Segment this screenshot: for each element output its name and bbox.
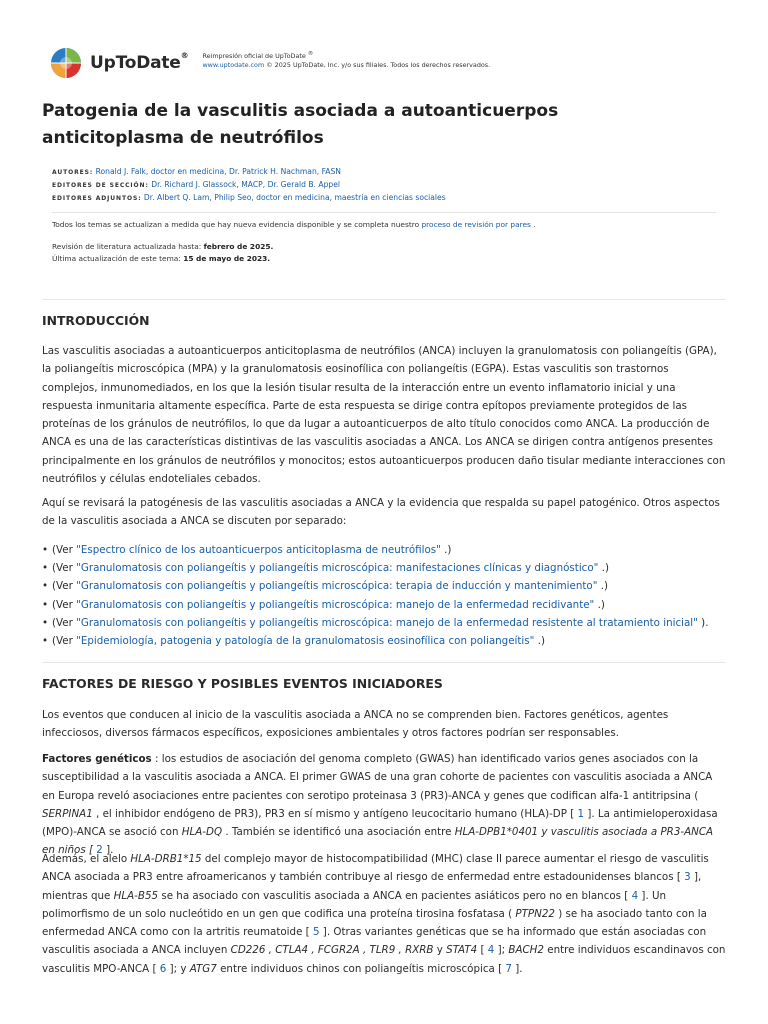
see-also-list xyxy=(42,541,732,650)
risk-paragraph-genetic: Factores genéticos : los estudios de asociación del genoma completo (GWAS) han identificado varios genes asociados con la susceptibilidad a la vasculitis asociada a ANCA. El primer GWAS de una gran cohorte de pacientes con vasculitis asociada a ANCA en Europa reveló asociaciones entre pacientes con serotipo proteinasa 3 (PR3)-ANCA y genes que codifican alfa-1 antitripsina ( SERPINA1 , el inhibidor endógeno de PR3), PR3 en sí mismo y antígeno leucocitario humano (HLA)-DP [ 1 ]. La antimieloperoxidasa (MPO)-ANCA se asoció con HLA-DQ . También se identificó una asociación entre HLA-DPB1*0401 y vasculitis asociada a PR3-ANCA en niños [ 2 ]. xyxy=(42,753,718,857)
intro-heading: INTRODUCCIÓN xyxy=(42,313,150,328)
reference-link[interactable]: 3 xyxy=(684,871,691,884)
authors-link[interactable]: Ronald J. Falk, doctor en medicina, Dr. Patrick H. Nachman, FASN xyxy=(95,167,341,176)
reference-link[interactable]: 1 xyxy=(577,807,585,820)
list-item: • (Ver "Granulomatosis con poliangeítis y poliangeítis microscópica: terapia de inducción y mantenimiento" .) xyxy=(42,580,609,593)
reference-link[interactable]: 4 xyxy=(631,889,639,902)
page-title: Patogenia de la vasculitis asociada a autoanticuerpos anticitoplasma de neutrófilos xyxy=(42,101,559,148)
reference-link[interactable]: 4 xyxy=(487,944,495,957)
risk-heading: FACTORES DE RIESGO Y POSIBLES EVENTOS INICIADORES xyxy=(42,676,443,691)
risk-paragraph-hla: Además, el alelo HLA-DRB1*15 del complejo mayor de histocompatibilidad (MHC) clase II parece aumentar el riesgo de vasculitis ANCA asociada a PR3 entre afroamericanos y también contribuye al riesgo de enfermedad entre estadounidenses blancos [ 3 ], mientras que HLA-B55 se ha asociado con vasculitis asociada a ANCA en pacientes asiáticos pero no en blancos [ 4 ]. Un polimorfismo de un solo nucleótido en un gen que codifica una proteína tirosina fosfatasa ( PTPN22 ) se ha asociado tanto con la enfermedad ANCA como con la artritis reumatoide [ 5 ]. Otras variantes genéticas que se ha informado que están asociadas con vasculitis asociada a ANCA incluyen CD226 , CTLA4 , FCGR2A , TLR9 , RXRB y STAT4 [ 4 ]; BACH2 entre individuos escandinavos con vasculitis MPO-ANCA [ 6 ]; y ATG7 entre individuos chinos con poliangeítis microscópica [ 7 ]. xyxy=(42,853,726,975)
peer-review-link[interactable]: proceso de revisión por pares xyxy=(421,220,531,229)
list-item: • (Ver "Granulomatosis con poliangeítis y poliangeítis microscópica: manifestaciones clínicas y diagnóstico" .) xyxy=(42,562,609,575)
list-item: • (Ver "Granulomatosis con poliangeítis y poliangeítis microscópica: manejo de la enfermedad recidivante" .) xyxy=(42,598,605,611)
divider xyxy=(42,662,726,663)
intro-paragraph-2: Aquí se revisará la patogénesis de las vasculitis asociadas a ANCA y la evidencia que respalda su papel patogénico. Otros aspectos de la vasculitis asociada a ANCA se discuten por separado: xyxy=(42,497,720,528)
review-dates: Revisión de literatura actualizada hasta: febrero de 2025. Última actualización de este tema: 15 de mayo de 2023. xyxy=(52,242,274,263)
see-also-link[interactable]: "Granulomatosis con poliangeítis y poliangeítis microscópica: terapia de inducción y mantenimiento" xyxy=(76,580,598,593)
divider xyxy=(42,299,726,300)
see-also-link[interactable]: "Epidemiología, patogenia y patología de la granulomatosis eosinofílica con poliangeítis" xyxy=(76,635,535,648)
deputy-editors-link[interactable]: Dr. Albert Q. Lam, Philip Seo, doctor en medicina, maestría en ciencias sociales xyxy=(143,193,446,202)
reference-link[interactable]: 6 xyxy=(159,962,167,975)
see-also-link[interactable]: "Granulomatosis con poliangeítis y poliangeítis microscópica: manejo de la enfermedad resistente al tratamiento inicial" xyxy=(76,616,698,629)
update-notice: Todos los temas se actualizan a medida que hay nueva evidencia disponible y se completa nuestro proceso de revisión por pares . xyxy=(52,220,536,229)
list-item: • (Ver "Epidemiología, patogenia y patología de la granulomatosis eosinofílica con poliangeítis" .) xyxy=(42,635,545,648)
authors-row: AUTORES: Ronald J. Falk, doctor en medicina, Dr. Patrick H. Nachman, FASN xyxy=(52,167,341,176)
risk-paragraph-1: Los eventos que conducen al inicio de la vasculitis asociada a ANCA no se comprenden bien. Factores genéticos, agentes infecciosos, diversos fármacos específicos, exposiciones ambientales y otros factores podrían ser responsables. xyxy=(42,709,669,740)
credits xyxy=(52,166,446,205)
reference-link[interactable]: 7 xyxy=(505,962,512,975)
list-item: • (Ver "Granulomatosis con poliangeítis y poliangeítis microscópica: manejo de la enfermedad resistente al tratamiento inicial" ). xyxy=(42,616,709,629)
uptodate-url-link[interactable]: www.uptodate.com xyxy=(202,61,265,70)
header xyxy=(50,45,490,81)
divider xyxy=(52,212,716,213)
uptodate-logo-icon[interactable] xyxy=(50,47,82,79)
list-item: • (Ver "Espectro clínico de los autoanticuerpos anticitoplasma de neutrófilos" .) xyxy=(42,544,452,556)
reference-link[interactable]: 2 xyxy=(96,844,103,857)
see-also-link[interactable]: "Granulomatosis con poliangeítis y poliangeítis microscópica: manifestaciones clínicas y diagnóstico" xyxy=(76,562,599,575)
section-editors-link[interactable]: Dr. Richard J. Glassock, MACP, Dr. Gerald B. Appel xyxy=(151,180,340,189)
brand-name: UpToDate® xyxy=(90,51,189,73)
genetic-factors-label: Factores genéticos xyxy=(42,753,152,765)
see-also-link[interactable]: "Granulomatosis con poliangeítis y poliangeítis microscópica: manejo de la enfermedad recidivante" xyxy=(76,598,595,611)
reference-link[interactable]: 5 xyxy=(312,926,320,939)
section-editors-row: EDITORES DE SECCIÓN: Dr. Richard J. Glassock, MACP, Dr. Gerald B. Appel xyxy=(52,180,340,189)
see-also-link[interactable]: "Espectro clínico de los autoanticuerpos anticitoplasma de neutrófilos" xyxy=(76,544,441,556)
intro-paragraph-1: Las vasculitis asociadas a autoanticuerpos anticitoplasma de neutrófilos (ANCA) incluyen la granulomatosis con poliangeítis (GPA), la poliangeítis microscópica (MPA) y la granulomatosis eosinofílica con poliangeítis (EGPA). Estas vasculitis son trastornos complejos, inmunomediados, en los que la lesión tisular resulta de la interacción entre un evento inflamatorio inicial y una respuesta inmunitaria altamente específica. Parte de esta respuesta se dirige contra epítopos previamente protegidos de las proteínas de los gránulos de neutrófilos, lo que da lugar a autoanticuerpos de alto título conocidos como ANCA. La producción de ANCA es una de las características distintivas de las vasculitis asociadas a ANCA. Los ANCA se dirigen contra antígenos presentes principalmente en los gránulos de neutrófilos y monocitos; estos autoanticuerpos producen daño tisular mediante interacciones con neutrófilos y células endoteliales cebados. xyxy=(42,345,726,486)
deputy-editors-row: EDITORES ADJUNTOS: Dr. Albert Q. Lam, Philip Seo, doctor en medicina, maestría en ciencias sociales xyxy=(52,193,446,202)
reprint-notice: Reimpresión oficial de UpToDate ® www.uptodate.com © 2025 UpToDate, Inc. y/o sus filiales. Todos los derechos reservados. xyxy=(202,50,491,70)
